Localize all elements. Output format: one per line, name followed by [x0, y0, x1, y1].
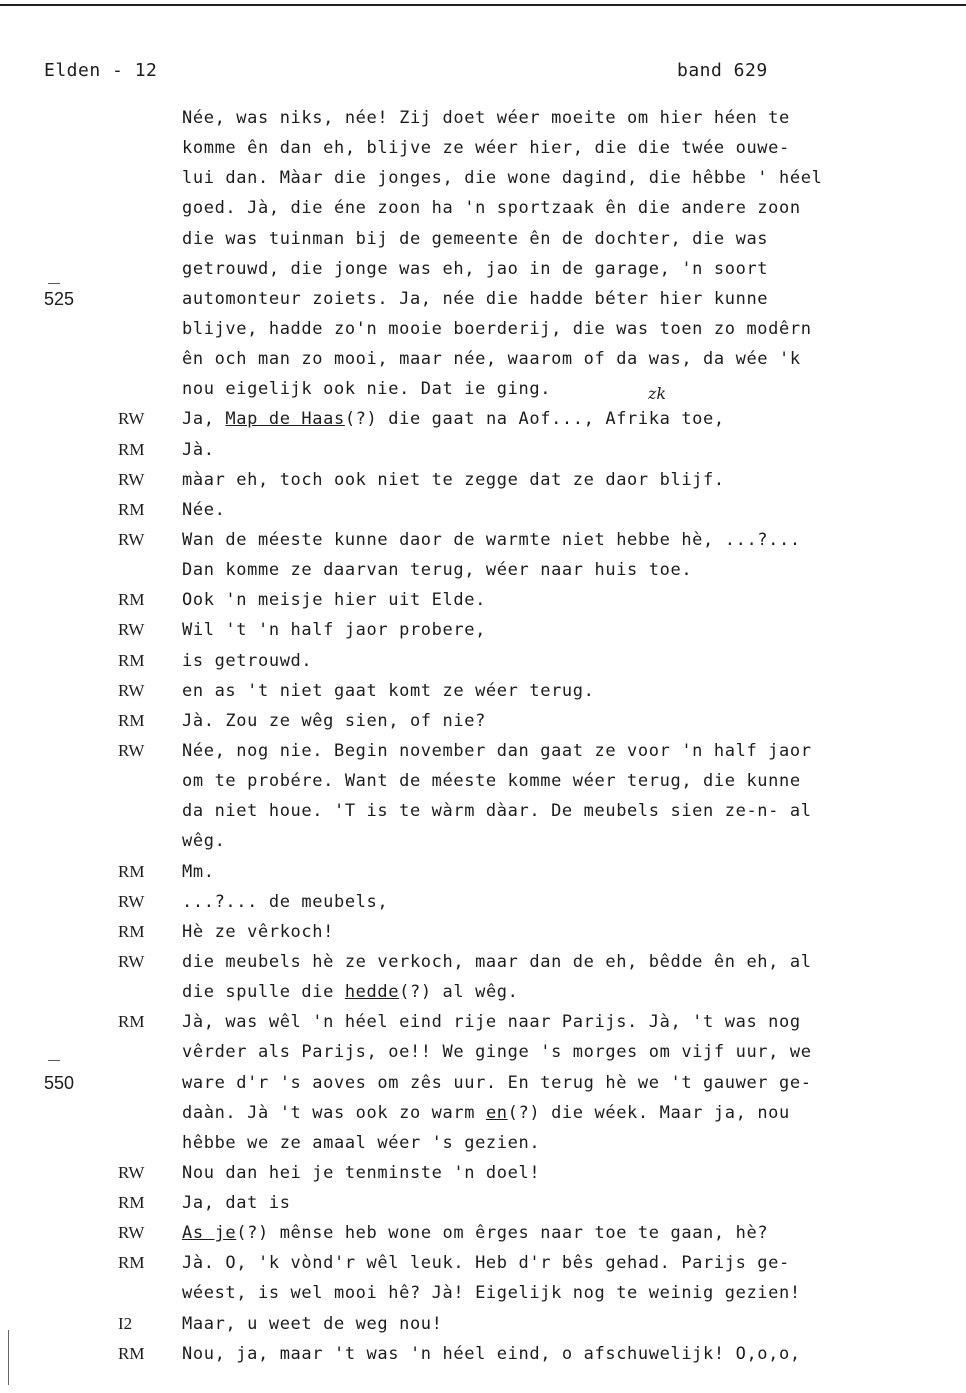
speaker-label: RM [118, 1193, 145, 1213]
transcript-line [0, 826, 966, 856]
line-text-part: wéest, is wel mooi hê? Jà! Eigelijk nog te weinig gezien! [182, 1283, 801, 1304]
transcript-line [0, 525, 966, 555]
line-text [182, 676, 595, 706]
transcript-line [0, 435, 966, 465]
speaker-label: RW [118, 469, 145, 489]
line-text-part: da niet houe. 'T is te wàrm dàar. De meubels sien ze-n- al [182, 801, 812, 822]
speaker-label: RW [118, 891, 145, 911]
transcript-line [0, 917, 966, 947]
underlined-uncertain-word: As je [182, 1223, 237, 1244]
line-text-part: ên och man zo mooi, maar née, waarom of da was, da wée 'k [182, 349, 801, 370]
speaker-label: RM [118, 650, 145, 670]
transcript-line [0, 374, 966, 404]
line-text-part: Née, nog nie. Begin november dan gaat ze voor 'n half jaor [182, 740, 812, 761]
line-text [182, 857, 215, 887]
transcript-line [0, 977, 966, 1007]
line-text [182, 796, 812, 826]
line-text-part: die meubels hè ze verkoch, maar dan de eh, bêdde ên eh, al [182, 951, 812, 972]
line-number: 550 [44, 1072, 75, 1093]
line-text [182, 1248, 790, 1278]
speaker-label: RW [118, 740, 145, 760]
line-text-part: daàn. Jà 't was ook zo warm [182, 1102, 486, 1123]
transcript-line [0, 585, 966, 615]
line-text-part: Jà, was wêl 'n héel eind rije naar Parijs. Jà, 't was nog [182, 1012, 801, 1033]
line-text-part: Ook 'n meisje hier uit Elde. [182, 590, 486, 611]
transcript-line [0, 495, 966, 525]
line-text [182, 495, 225, 525]
line-text [182, 133, 790, 163]
line-text [182, 585, 486, 615]
transcript-body [0, 103, 966, 1369]
speaker-label: RM [118, 1253, 145, 1273]
page-header-left: Elden - 12 [44, 60, 158, 81]
line-text-part: die spulle die [182, 982, 345, 1003]
transcript-line [0, 1037, 966, 1067]
line-text-part: Mm. [182, 861, 215, 882]
line-text [182, 766, 801, 796]
transcript-line [0, 1098, 966, 1128]
underlined-uncertain-word: Map de Haas [225, 409, 345, 430]
line-number: 525 [44, 288, 75, 309]
line-text [182, 314, 812, 344]
transcript-line [0, 1158, 966, 1188]
line-text [182, 555, 692, 585]
speaker-label: RW [118, 1162, 145, 1182]
line-text [182, 917, 334, 947]
line-text-part: is getrouwd. [182, 650, 313, 671]
line-text-part: Ja, [182, 409, 226, 430]
transcript-line [0, 344, 966, 374]
line-text-part: Hè ze vêrkoch! [182, 921, 334, 942]
transcript-line [0, 404, 966, 434]
line-text [182, 1188, 291, 1218]
line-text [182, 1098, 790, 1128]
line-text-part: Ja, dat is [182, 1193, 291, 1214]
speaker-label: RM [118, 590, 145, 610]
line-text-part: wêg. [182, 831, 226, 852]
line-text-part: ware d'r 's aoves om zês uur. En terug hè we 't gauwer ge- [182, 1072, 812, 1093]
speaker-label: RW [118, 680, 145, 700]
line-text [182, 224, 768, 254]
speaker-label: RM [118, 861, 145, 881]
line-text-part: (?) die gaat na Aof..., Afrika toe, [344, 409, 725, 430]
line-text [182, 1218, 768, 1248]
line-text [182, 1309, 443, 1339]
line-text-part: Née, was niks, née! Zij doet wéer moeite om hier héen te [182, 108, 790, 128]
line-text-part: die was tuinman bij de gemeente ên de dochter, die was [182, 228, 769, 249]
line-text-part: getrouwd, die jonge was eh, jao in de garage, 'n soort [182, 258, 769, 279]
transcript-line [0, 1218, 966, 1248]
handwritten-note: zk [648, 384, 667, 403]
transcript-line [0, 284, 966, 314]
line-text [182, 1158, 540, 1188]
line-text-part: komme ên dan eh, blijve ze wéer hier, die die twée ouwe- [182, 138, 790, 159]
line-text [182, 1128, 540, 1158]
speaker-label: RW [118, 951, 145, 971]
transcript-line [0, 947, 966, 977]
line-text-part: ...?... de meubels, [182, 891, 389, 912]
line-text [182, 435, 215, 465]
line-text-part: lui dan. Màar die jonges, die wone dagind, die hêbbe ' héel [182, 168, 823, 189]
line-text [182, 615, 486, 645]
line-text [182, 887, 388, 917]
line-text-part: Wan de méeste kunne daor de warmte niet hebbe hè, ...?... [182, 529, 801, 550]
line-text [182, 374, 551, 404]
line-text [182, 404, 725, 434]
transcript-line [0, 1007, 966, 1037]
transcript-line [0, 646, 966, 676]
line-text-part: (?) die wéek. Maar ja, nou [507, 1102, 790, 1123]
transcript-line [0, 555, 966, 585]
transcript-line [0, 1248, 966, 1278]
speaker-label: RM [118, 499, 145, 519]
transcript-line [0, 1278, 966, 1308]
speaker-label: RM [118, 439, 145, 459]
line-text-part: om te probére. Want de méeste komme wéer terug, die kunne [182, 771, 801, 792]
transcript-line [0, 254, 966, 284]
line-text [182, 706, 486, 736]
speaker-label: RW [118, 620, 145, 640]
top-rule [0, 4, 966, 6]
line-text [182, 344, 801, 374]
line-text-part: en as 't niet gaat komt ze wéer terug. [182, 680, 595, 701]
line-text-part: Nou, ja, maar 't was 'n héel eind, o afschuwelijk! O,o,o, [182, 1343, 801, 1364]
line-text-part: vêrder als Parijs, oe!! We ginge 's morges om vijf uur, we [182, 1042, 812, 1063]
line-text-part: hêbbe we ze amaal wéer 's gezien. [182, 1132, 541, 1153]
line-text-part: (?) mênse heb wone om êrges naar toe te gaan, hè? [236, 1223, 769, 1244]
line-text-part: blijve, hadde zo'n mooie boerderij, die was toen zo modêrn [182, 318, 812, 339]
underlined-uncertain-word: hedde [344, 982, 400, 1003]
speaker-label: RW [118, 409, 145, 429]
line-text-part: Nou dan hei je tenminste 'n doel! [182, 1162, 541, 1183]
transcript-line [0, 314, 966, 344]
line-text-part: (?) al wêg. [399, 982, 519, 1003]
line-text-part: Dan komme ze daarvan terug, wéer naar huis toe. [182, 560, 693, 581]
line-text-part: Née. [182, 499, 226, 520]
line-text [182, 826, 225, 856]
line-text-part: Jà. O, 'k vònd'r wêl leuk. Heb d'r bês gehad. Parijs ge- [182, 1253, 790, 1274]
transcript-line [0, 193, 966, 223]
transcript-line [0, 887, 966, 917]
transcript-line [0, 1339, 966, 1369]
line-text-part: nou eigelijk ook nie. Dat ie ging. [182, 379, 552, 400]
line-text-part: goed. Jà, die éne zoon ha 'n sportzaak ên die andere zoon [182, 198, 801, 219]
underlined-uncertain-word: en [485, 1102, 508, 1123]
transcript-line [0, 676, 966, 706]
transcript-line [0, 796, 966, 826]
transcript-line [0, 1188, 966, 1218]
line-text [182, 646, 312, 676]
transcript-line [0, 1068, 966, 1098]
line-text [182, 1037, 812, 1067]
line-text-part: màar eh, toch ook niet te zegge dat ze daor blijf. [182, 469, 725, 490]
transcript-line [0, 465, 966, 495]
speaker-label: I2 [118, 1313, 133, 1333]
transcript-line [0, 736, 966, 766]
speaker-label: RW [118, 529, 145, 549]
line-text [182, 736, 812, 766]
line-text [182, 193, 801, 223]
speaker-label: RM [118, 710, 145, 730]
line-text-part: Wil 't 'n half jaor probere, [182, 620, 486, 641]
line-text-part: automonteur zoiets. Ja, née die hadde béter hier kunne [182, 288, 769, 309]
line-text [182, 947, 812, 977]
page-header-right: band 629 [677, 60, 768, 81]
line-text [182, 1068, 812, 1098]
transcript-line [0, 1309, 966, 1339]
line-text [182, 1339, 801, 1369]
line-text [182, 525, 801, 555]
transcript-line [0, 133, 966, 163]
line-text [182, 465, 725, 495]
transcript-line [0, 706, 966, 736]
line-text-part: Jà. [182, 439, 215, 460]
transcript-line [0, 615, 966, 645]
line-text [182, 254, 768, 284]
line-text-part: Jà. Zou ze wêg sien, of nie? [182, 710, 486, 731]
speaker-label: RM [118, 1012, 145, 1032]
line-text [182, 284, 768, 314]
transcript-line [0, 766, 966, 796]
transcript-line [0, 1128, 966, 1158]
speaker-label: RW [118, 1223, 145, 1243]
line-text-part: Maar, u weet de weg nou! [182, 1313, 443, 1334]
transcript-line [0, 224, 966, 254]
line-text [182, 1278, 801, 1308]
line-text [182, 103, 790, 133]
speaker-label: RM [118, 921, 145, 941]
line-text [182, 977, 519, 1007]
transcript-line [0, 857, 966, 887]
line-text [182, 1007, 801, 1037]
speaker-label: RM [118, 1343, 145, 1363]
line-text [182, 163, 822, 193]
transcript-line [0, 163, 966, 193]
transcript-line [0, 103, 966, 133]
